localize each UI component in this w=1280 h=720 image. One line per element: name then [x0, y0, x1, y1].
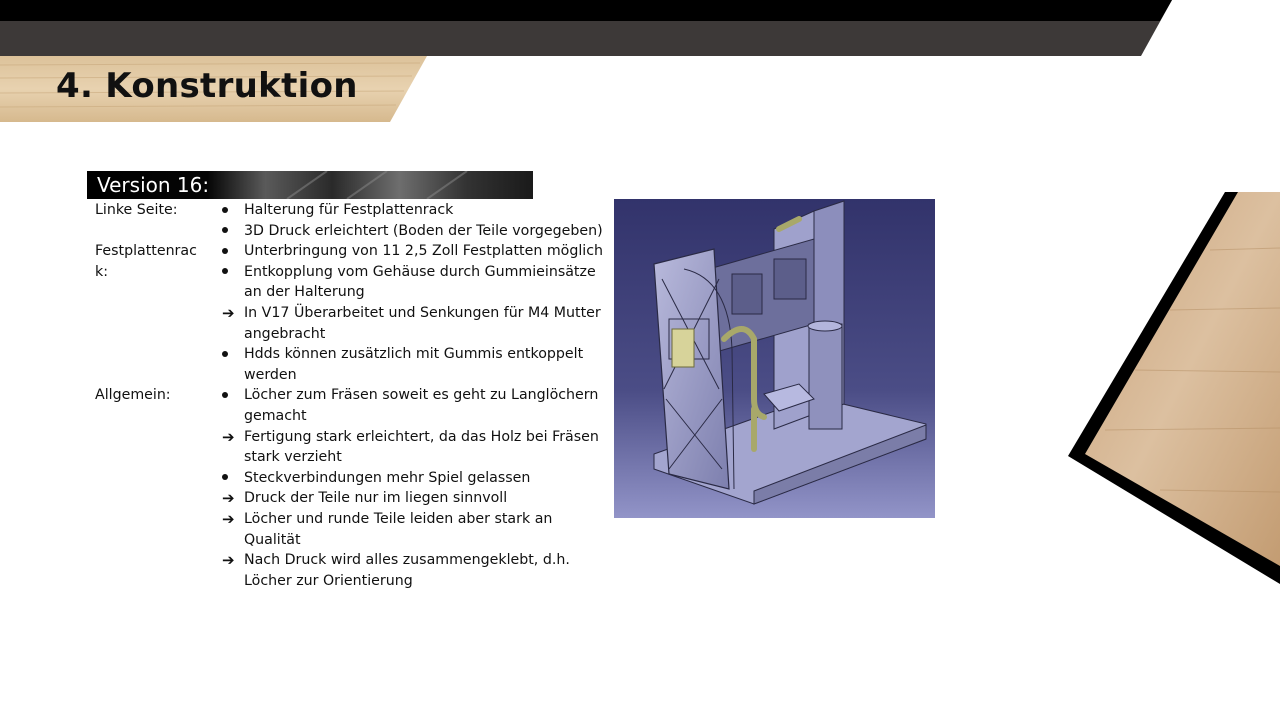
row-category: Allgemein:	[95, 387, 171, 404]
list-item	[207, 303, 605, 344]
list-item	[207, 241, 605, 262]
row-festplattenrack	[95, 241, 605, 385]
list-item-text: Löcher und runde Teile leiden aber stark an Qualität	[244, 510, 553, 548]
list-item	[207, 488, 605, 509]
arrow-right-icon: ➔	[222, 489, 235, 508]
list-item-text: Nach Druck wird alles zusammengeklebt, d.h. Löcher zur Orientierung	[244, 552, 570, 589]
list-item	[207, 221, 605, 242]
list-item	[207, 468, 605, 489]
list-item-text: Steckverbindungen mehr Spiel gelassen	[244, 469, 531, 486]
bullet-dot-icon	[207, 262, 244, 283]
arrow-right-icon: ➔	[222, 303, 235, 322]
page-title: 4. Konstruktion	[56, 66, 358, 106]
list-item	[207, 427, 605, 468]
list-item-text: Löcher zum Fräsen soweit es geht zu Langlöchern gemacht	[244, 387, 599, 424]
list-item-text: Unterbringung von 11 2,5 Zoll Festplatten möglich	[244, 243, 604, 260]
list-item-text: Halterung für Festplattenrack	[244, 202, 454, 218]
list-item	[207, 262, 605, 303]
version-banner	[87, 171, 533, 199]
bullet-dot-icon	[207, 468, 244, 489]
version-label: Version 16:	[97, 173, 210, 197]
list-item-text: Druck der Teile nur im liegen sinnvoll	[244, 490, 508, 507]
list-item	[207, 550, 605, 591]
row-allgemein	[95, 385, 605, 591]
list-item	[207, 200, 605, 221]
bullet-dot-icon	[207, 385, 244, 406]
decoration-wood-corner	[1060, 190, 1280, 590]
list-item	[207, 509, 605, 550]
content-list	[95, 200, 605, 591]
arrow-right-icon: ➔	[222, 509, 235, 528]
row-linke-seite	[95, 200, 605, 241]
bullet-dot-icon	[207, 344, 244, 365]
bullet-dot-icon	[207, 241, 244, 262]
list-item-text: In V17 Überarbeitet und Senkungen für M4 Mutter angebracht	[244, 304, 601, 342]
row-category: Festplattenrack:	[95, 243, 197, 280]
list-item-text: 3D Druck erleichtert (Boden der Teile vorgegeben)	[244, 222, 603, 239]
header-bar-black	[0, 0, 1280, 22]
arrow-right-icon: ➔	[222, 427, 235, 446]
list-item	[207, 385, 605, 426]
row-category: Linke Seite:	[95, 202, 178, 218]
bullet-dot-icon	[207, 200, 244, 221]
list-item	[207, 344, 605, 385]
bullet-dot-icon	[207, 221, 244, 242]
arrow-right-icon: ➔	[222, 551, 235, 570]
list-item-text: Entkopplung vom Gehäuse durch Gummieinsätze an der Halterung	[244, 263, 596, 301]
cad-render-image	[614, 199, 935, 518]
list-item-text: Fertigung stark erleichtert, da das Holz bei Fräsen stark verzieht	[244, 428, 599, 466]
list-item-text: Hdds können zusätzlich mit Gummis entkoppelt werden	[244, 346, 584, 383]
